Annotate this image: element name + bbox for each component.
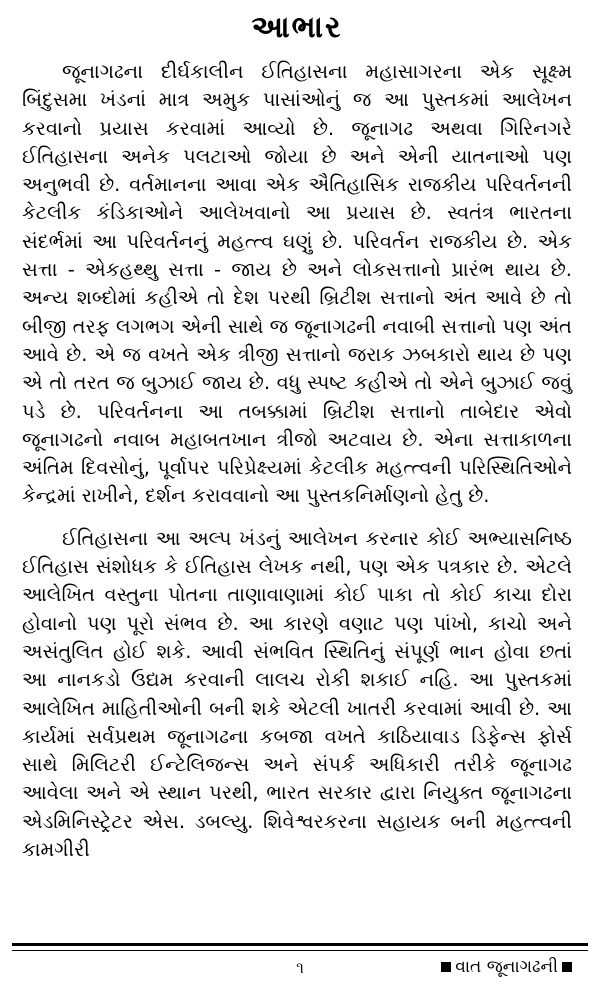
footer-rule	[12, 943, 588, 946]
page-title: આભાર	[251, 10, 343, 45]
square-bullet-icon	[562, 962, 572, 972]
running-title-text: વાત જૂનાગઢની	[455, 957, 558, 977]
page-number: ૧	[296, 958, 304, 977]
footer-rule-thin	[12, 950, 588, 951]
square-bullet-icon	[441, 962, 451, 972]
running-title	[441, 957, 572, 977]
paragraph-1: જૂનાગઢના દીર્ઘકાલીન ઈતિહાસના મહાસાગરના એક સૂક્ષ્મ બિંદુસમા ખંડનાં માત્ર અમુક પાસાંઓનું જ આ પુસ્તકમાં આલેખન કરવાનો પ્રયાસ કરવામાં આવ્યો છે. જૂનાગઢ અથવા ગિરિનગરે ઈતિહાસના અનેક પલટાઓ જોયા છે અને એની યાતનાઓ પણ અનુભવી છે. વર્તમાનના આવા એક ઐતિહાસિક રાજકીય પરિવર્તનની કેટલીક કંડિકાઓને આલેખવાનો આ પ્રયાસ છે. સ્વતંત્ર ભારતના સંદર્ભમાં આ પરિવર્તનનું મહત્ત્વ ઘણું છે. પરિવર્તન રાજકીય છે. એક સત્તા - એકહથ્થુ સત્તા - જાય છે અને લોકસત્તાનો પ્રારંભ થાય છે. અન્ય શબ્દોમાં કહીએ તો દેશ પરથી બ્રિટીશ સત્તાનો અંત આવે છે તો બીજી તરફ લગભગ એની સાથે જ જૂનાગઢની નવાબી સત્તાનો પણ અંત આવે છે. એ જ વખતે એક ત્રીજી સત્તાનો જરાક ઝબકારો થાય છે પણ એ તો તરત જ બુઝાઈ જાય છે. વધુ સ્પષ્ટ કહીએ તો એને બુઝાઈ જવું પડે છે. પરિવર્તનના આ તબક્કામાં બ્રિટીશ સત્તાનો તાબેદાર એવો જૂનાગઢનો નવાબ મહાબતખાન ત્રીજો અટવાય છે. એના સત્તાકાળના અંતિમ દિવસોનું, પૂર્વાપર પરિપ્રેક્ષ્યમાં કેટલીક મહત્ત્વની પરિસ્થિતિઓને કેન્દ્રમાં રાખીને, દર્શન કરાવવાનો આ પુસ્તકનિર્માણનો હેતુ છે.	[22, 60, 572, 508]
paragraph-2: ઈતિહાસના આ અલ્પ ખંડનું આલેખન કરનાર કોઈ અભ્યાસનિષ્ઠ ઈતિહાસ સંશોધક કે ઈતિહાસ લેખક નથી, પણ એક પત્રકાર છે. એટલે આલેખિત વસ્તુના પોતના તાણાવાણામાં કોઈ પાકા તો કોઈ કાચા દોરા હોવાનો પણ પૂરો સંભવ છે. આ કારણે વણાટ પણ પાંખો, કાચો અને અસંતુલિત હોઈ શકે. આવી સંભવિત સ્થિતિનું સંપૂર્ણ ભાન હોવા છતાં આ નાનકડો ઉદ્યમ કરવાની લાલચ રોકી શકાઈ નહિ. આ પુસ્તકમાં આલેખિત માહિતીઓની બની શકે એટલી ખાતરી કરવામાં આવી છે. આ કાર્યમાં સર્વપ્રથમ જૂનાગઢના કબજા વખતે કાઠિયાવાડ ડિફેન્સ ફોર્સ સાથે મિલિટરી ઈન્ટેલિજન્સ અને સંપર્ક અધિકારી તરીકે જૂનાગઢ આવેલા અને એ સ્થાન પરથી, ભારત સરકાર દ્વારા નિયુક્ત જૂનાગઢના એડમિનિસ્ટ્રેટર એસ. ડબલ્યુ. શિવેશ્વરકરના સહાયક બની મહત્ત્વની કામગીરી	[22, 526, 572, 862]
